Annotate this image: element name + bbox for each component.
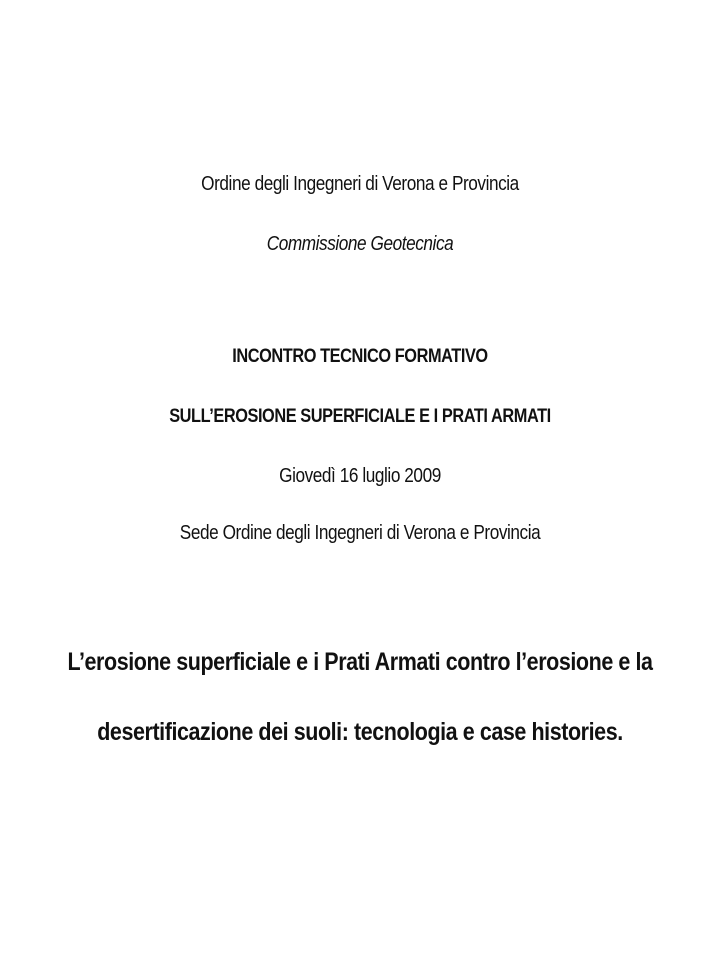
event-venue: Sede Ordine degli Ingegneri di Verona e Provincia (179, 522, 541, 544)
event-date: Giovedì 16 luglio 2009 (279, 465, 441, 487)
talk-title-line-1: L’erosione superficiale e i Prati Armati contro l’erosione e la (67, 648, 653, 676)
event-title-line-2: SULL’EROSIONE SUPERFICIALE E I PRATI ARMATI (169, 406, 551, 427)
commission-name: Commissione Geotecnica (266, 233, 454, 255)
event-title-line-1: INCONTRO TECNICO FORMATIVO (232, 346, 488, 367)
talk-title-line-2: desertificazione dei suoli: tecnologia e case histories. (97, 718, 623, 746)
organization-name: Ordine degli Ingegneri di Verona e Provincia (201, 173, 519, 195)
